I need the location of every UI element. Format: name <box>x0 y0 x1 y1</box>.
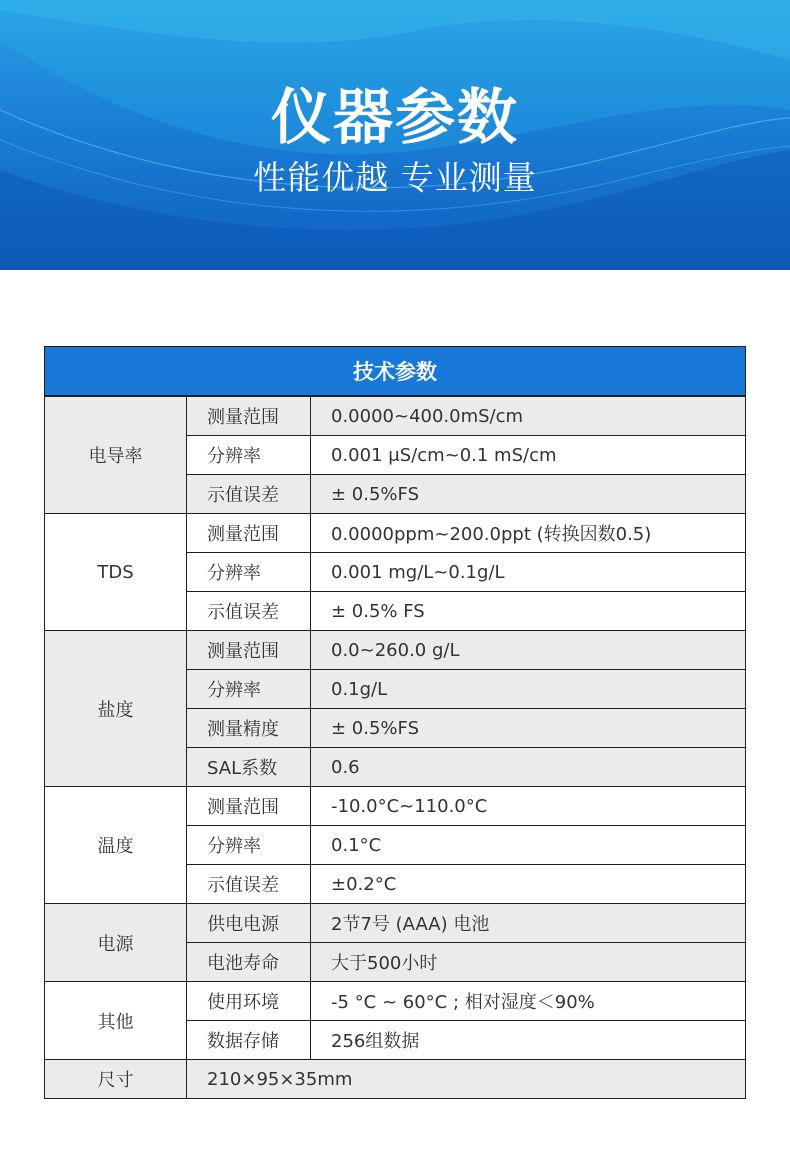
param-value: 大于500小时 <box>311 943 746 982</box>
param-value: 0.0000ppm~200.0ppt (转换因数0.5) <box>311 514 746 553</box>
param-value: ±0.2°C <box>311 865 746 904</box>
param-value: -5 °C ~ 60°C ; 相对湿度＜90% <box>311 982 746 1021</box>
param-value: 0.1g/L <box>311 670 746 709</box>
param-name: 测量范围 <box>187 631 311 670</box>
group-label-power: 电源 <box>45 904 187 982</box>
group-label-temperature: 温度 <box>45 787 187 904</box>
table-header: 技术参数 <box>45 347 746 397</box>
param-name: 测量范围 <box>187 787 311 826</box>
spec-table <box>44 346 746 1099</box>
param-value: 0.0~260.0 g/L <box>311 631 746 670</box>
table-row <box>45 787 746 826</box>
table-row <box>45 396 746 436</box>
param-value: 256组数据 <box>311 1021 746 1060</box>
page-subtitle: 性能优越 专业测量 <box>253 158 537 197</box>
table-row <box>45 1060 746 1099</box>
table-row <box>45 904 746 943</box>
table-row <box>45 982 746 1021</box>
header-banner <box>0 0 790 270</box>
size-value: 210×95×35mm <box>187 1060 746 1099</box>
group-label-size: 尺寸 <box>45 1060 187 1099</box>
param-name: 使用环境 <box>187 982 311 1021</box>
param-name: 示值误差 <box>187 592 311 631</box>
param-value: ± 0.5%FS <box>311 475 746 514</box>
param-value: 2节7号 (AAA) 电池 <box>311 904 746 943</box>
param-name: 分辨率 <box>187 436 311 475</box>
param-name: 数据存储 <box>187 1021 311 1060</box>
param-name: 示值误差 <box>187 475 311 514</box>
param-name: 分辨率 <box>187 553 311 592</box>
table-row <box>45 514 746 553</box>
group-label-tds: TDS <box>45 514 187 631</box>
param-name: 电池寿命 <box>187 943 311 982</box>
group-label-other: 其他 <box>45 982 187 1060</box>
param-name: 分辨率 <box>187 826 311 865</box>
group-label-conductivity: 电导率 <box>45 396 187 514</box>
param-value: 0.1°C <box>311 826 746 865</box>
group-label-salinity: 盐度 <box>45 631 187 787</box>
param-name: 供电电源 <box>187 904 311 943</box>
param-name: 测量范围 <box>187 514 311 553</box>
param-name: 测量范围 <box>187 396 311 436</box>
param-value: 0.0000~400.0mS/cm <box>311 396 746 436</box>
param-value: -10.0°C~110.0°C <box>311 787 746 826</box>
param-value: ± 0.5% FS <box>311 592 746 631</box>
param-value: 0.6 <box>311 748 746 787</box>
param-value: ± 0.5%FS <box>311 709 746 748</box>
param-name: 分辨率 <box>187 670 311 709</box>
param-name: 示值误差 <box>187 865 311 904</box>
page-title: 仪器参数 <box>271 83 519 153</box>
table-row <box>45 631 746 670</box>
param-name: 测量精度 <box>187 709 311 748</box>
param-name: SAL系数 <box>187 748 311 787</box>
param-value: 0.001 mg/L~0.1g/L <box>311 553 746 592</box>
param-value: 0.001 μS/cm~0.1 mS/cm <box>311 436 746 475</box>
